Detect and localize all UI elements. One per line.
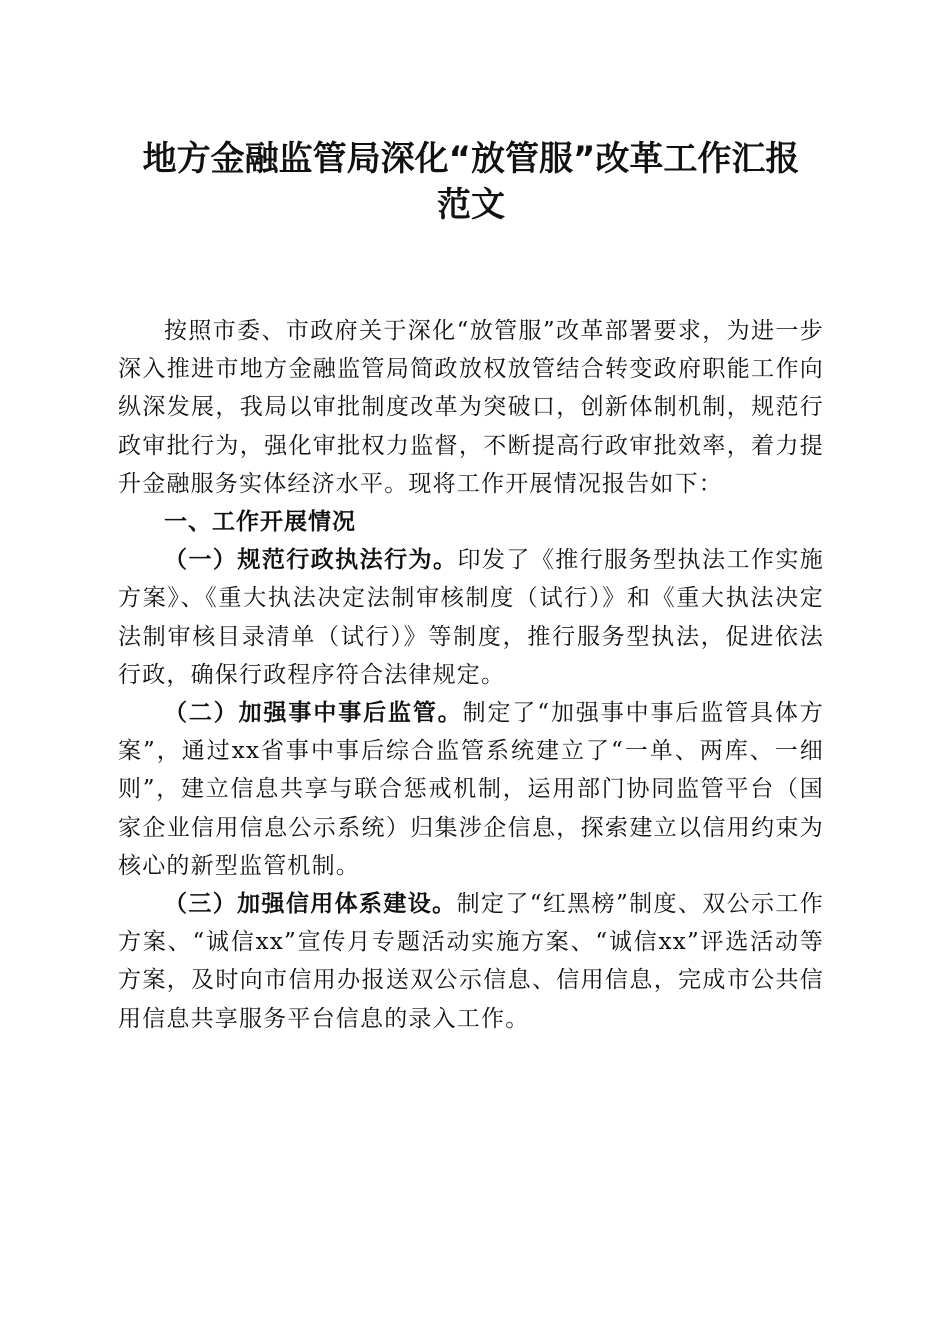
item-text-2: 制定了“加强事中事后监管具体方案”，通过xx省事中事后综合监管系统建立了“一单、两库、一细则”，建立信息共享与联合惩戒机制，运用部门协同监管平台（国家企业信用信息公示系统）归集涉企信息，探索建立以信用约束为核心的新型监管机制。 [118, 700, 824, 879]
intro-paragraph: 按照市委、市政府关于深化“放管服”改革部署要求，为进一步深入推进市地方金融监管局简政放权放管结合转变政府职能工作向纵深发展，我局以审批制度改革为突破口，创新体制机制，规范行政审批行为，强化审批权力监督，不断提高行政审批效率，着力提升金融服务实体经济水平。现将工作开展情况报告如下： [118, 318, 824, 497]
title-line-2: 范文 [437, 185, 505, 225]
item-lead-2: （二）加强事中事后监管。 [164, 700, 463, 727]
item-paragraph-2 [118, 694, 824, 885]
item-paragraph-1 [118, 541, 824, 694]
section-heading: 一、工作开展情况 [164, 509, 356, 536]
item-lead-3: （三）加强信用体系建设。 [164, 891, 457, 918]
document-page [118, 136, 824, 1038]
item-lead-1: （一）规范行政执法行为。 [164, 547, 458, 574]
document-body [118, 312, 824, 1038]
document-title [118, 136, 824, 228]
item-paragraph-3 [118, 885, 824, 1038]
item-text-1: 印发了《推行服务型执法工作实施方案》、《重大执法决定法制审核制度（试行）》和《重大执法决定法制审核目录清单（试行）》等制度，推行服务型执法，促进依法行政，确保行政程序符合法律规定。 [118, 547, 825, 688]
item-text-3: 制定了“红黑榜”制度、双公示工作方案、“诚信xx”宣传月专题活动实施方案、“诚信xx”评选活动等方案，及时向市信用办报送双公示信息、信用信息，完成市公共信用信息共享服务平台信息的录入工作。 [118, 891, 825, 1032]
title-line-1: 地方金融监管局深化“放管服”改革工作汇报 [142, 139, 800, 179]
